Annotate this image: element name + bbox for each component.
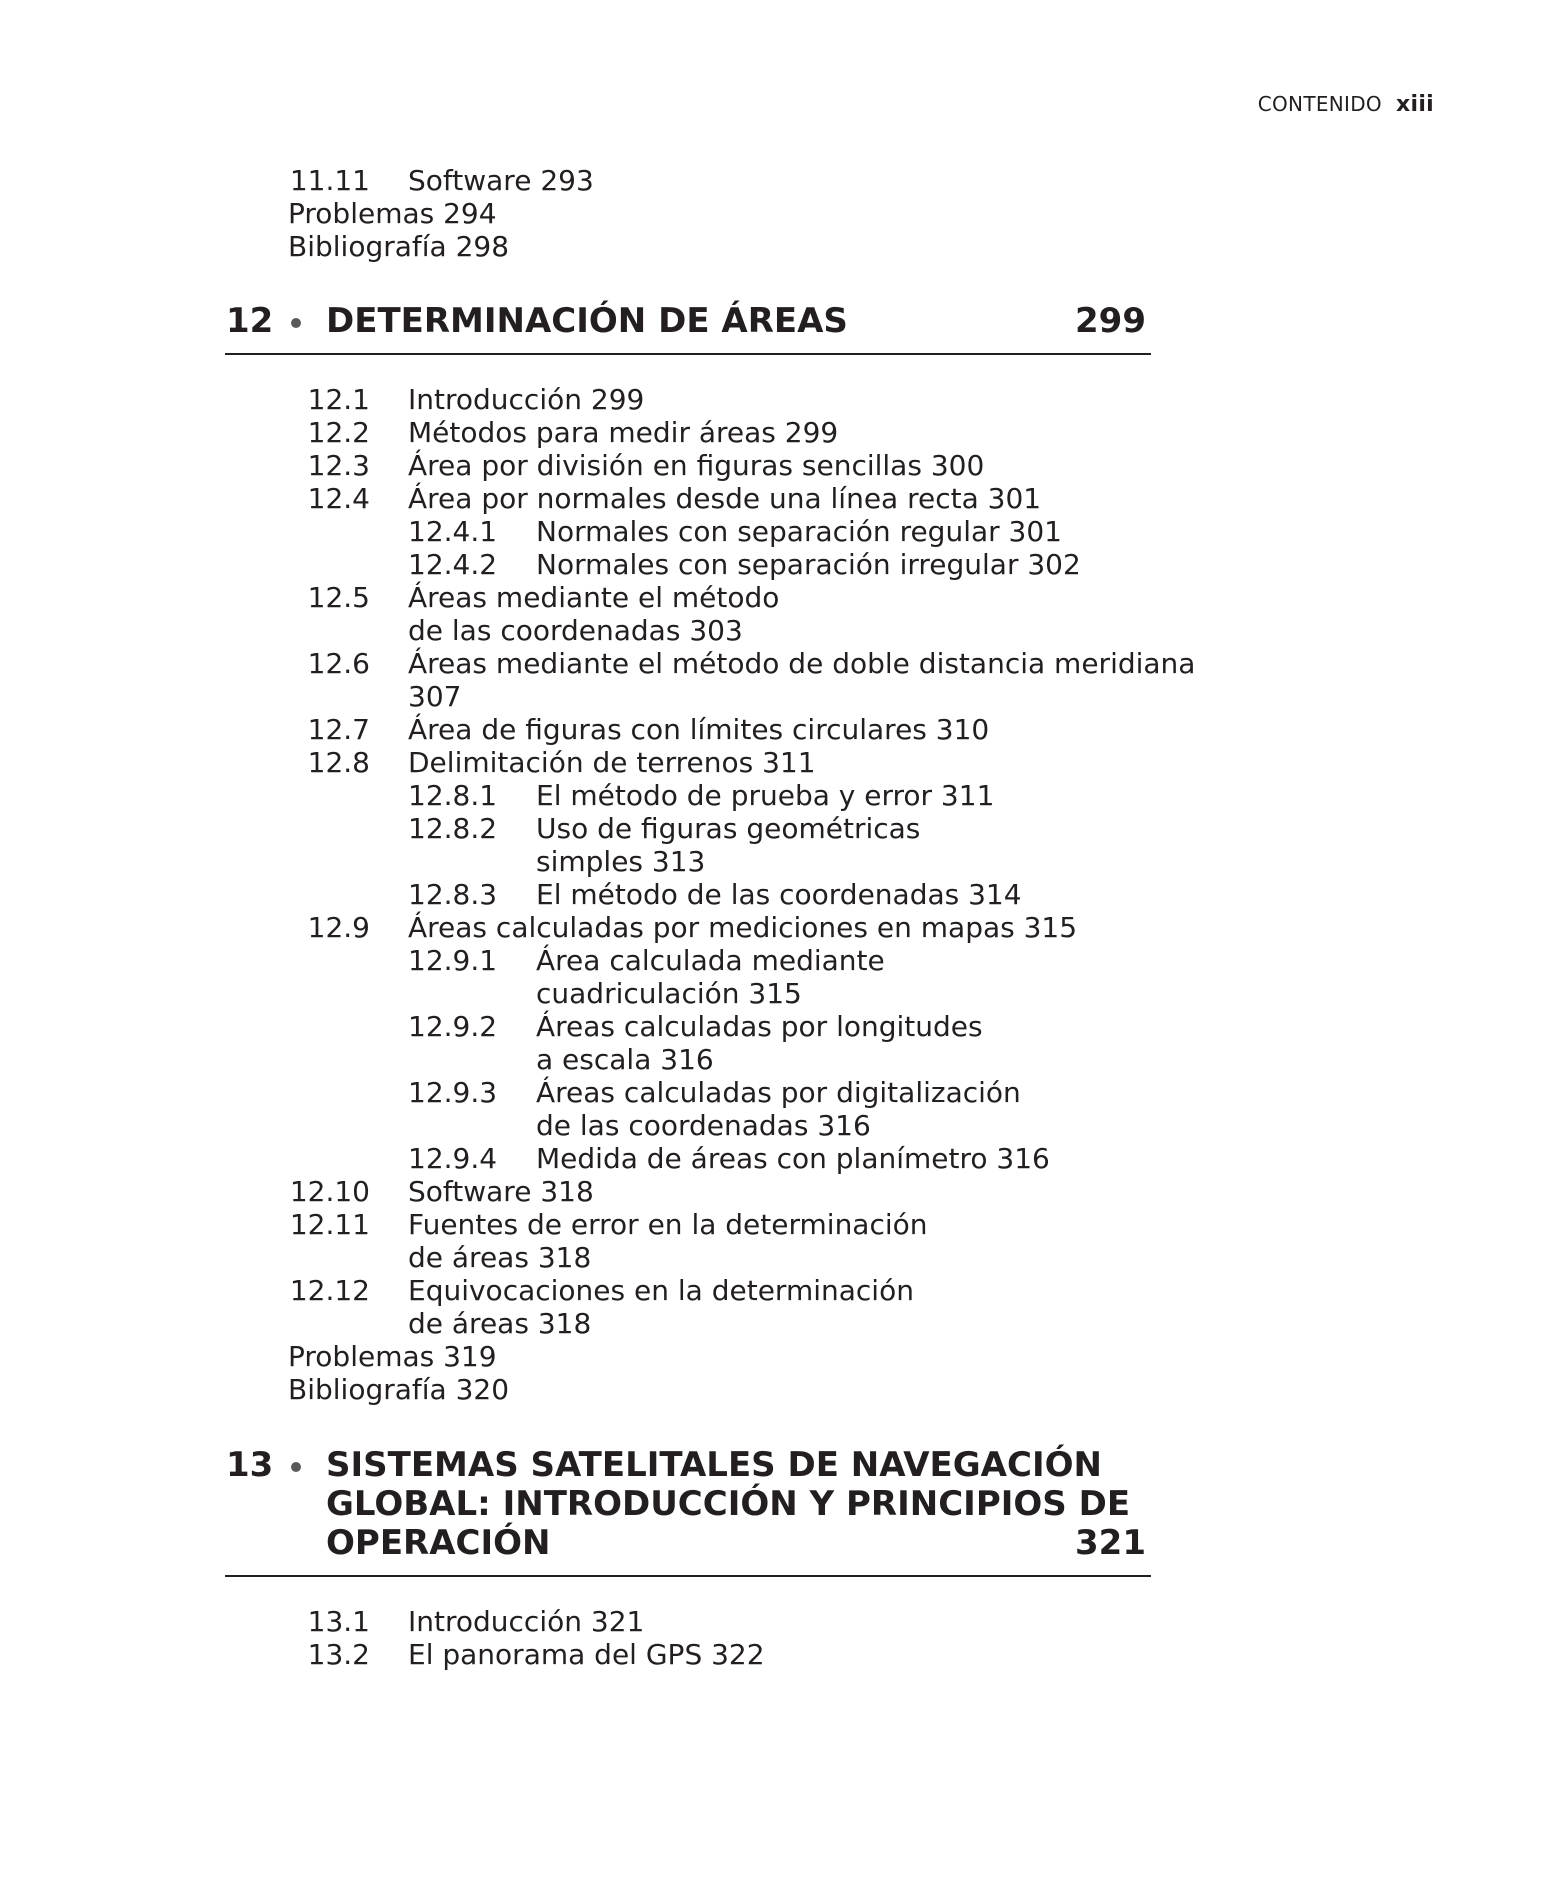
toc-entry-text[interactable]: Equivocaciones en la determinación (408, 1274, 914, 1307)
toc-entry-text[interactable]: Introducción 321 (408, 1605, 645, 1638)
toc-subentry-text[interactable]: El método de las coordenadas 314 (536, 878, 1022, 911)
toc-entry-text[interactable]: Área por división en figuras sencillas 300 (408, 449, 985, 482)
toc-entry-text[interactable]: Áreas calculadas por mediciones en mapas 315 (408, 911, 1078, 944)
toc-subentry-text-continuation[interactable]: de las coordenadas 316 (536, 1109, 871, 1142)
chapter-page-number: 299 (1075, 301, 1146, 341)
chapter-number: 13 (226, 1445, 274, 1485)
toc-entry-number: 12.3 (307, 449, 370, 482)
toc-subentry-number: 12.4.1 (408, 515, 498, 548)
toc-entry-text[interactable]: Áreas mediante el método de doble distancia meridiana (408, 647, 1196, 680)
running-head (1258, 92, 1434, 117)
toc-entry-number: 12.5 (307, 581, 370, 614)
toc-entry-text[interactable]: Métodos para medir áreas 299 (408, 416, 839, 449)
toc-entry-number: 12.7 (307, 713, 370, 746)
chapter-divider (225, 353, 1151, 355)
toc-subentry-number: 12.4.2 (408, 548, 498, 581)
bullet-icon (291, 318, 301, 328)
toc-entry-text[interactable]: Áreas mediante el método (408, 581, 780, 614)
toc-entry-number: 12.10 (289, 1175, 370, 1208)
toc-entry-text[interactable]: Bibliografía 298 (288, 230, 510, 263)
running-head-page-number: xiii (1395, 92, 1434, 117)
toc-subentry-text-continuation[interactable]: cuadriculación 315 (536, 977, 802, 1010)
toc-entry-text-continuation[interactable]: de las coordenadas 303 (408, 614, 743, 647)
chapter-divider (225, 1575, 1151, 1577)
toc-entry-number: 12.8 (307, 746, 370, 779)
toc-entry-text-continuation[interactable]: de áreas 318 (408, 1307, 592, 1340)
toc-entry-text[interactable]: Software 318 (408, 1175, 594, 1208)
toc-entry-number: 13.1 (307, 1605, 370, 1638)
chapter-title-line[interactable]: GLOBAL: INTRODUCCIÓN Y PRINCIPIOS DE (326, 1484, 1131, 1524)
toc-subentry-text[interactable]: Áreas calculadas por longitudes (536, 1010, 983, 1043)
toc-entry-text[interactable]: Delimitación de terrenos 311 (408, 746, 816, 779)
toc-entry-text-continuation[interactable]: 307 (408, 680, 462, 713)
toc-entry-text[interactable]: Software 293 (408, 164, 594, 197)
toc-entry-text[interactable]: Área por normales desde una línea recta 301 (408, 482, 1042, 515)
toc-subentry-number: 12.9.3 (408, 1076, 498, 1109)
toc-entry-text[interactable]: Problemas 294 (288, 197, 497, 230)
toc-subentry-text[interactable]: Uso de figuras geométricas (536, 812, 921, 845)
toc-entry-text[interactable]: Bibliografía 320 (288, 1373, 510, 1406)
toc-subentry-text[interactable]: Normales con separación irregular 302 (536, 548, 1081, 581)
toc-entry-text[interactable]: Área de figuras con límites circulares 310 (408, 713, 990, 746)
bullet-icon (291, 1462, 301, 1472)
toc-entry-text[interactable]: Fuentes de error en la determinación (408, 1208, 928, 1241)
toc-entry-number: 12.9 (307, 911, 370, 944)
toc-entry-number: 12.12 (289, 1274, 370, 1307)
toc-subentry-text[interactable]: Área calculada mediante (536, 944, 885, 977)
toc-subentry-number: 12.9.1 (408, 944, 498, 977)
chapter-title-line[interactable]: OPERACIÓN (326, 1523, 551, 1563)
toc-entry-number: 13.2 (307, 1638, 370, 1671)
toc-entry-text[interactable]: El panorama del GPS 322 (408, 1638, 765, 1671)
toc-entry-number: 11.11 (289, 164, 370, 197)
chapter-title[interactable]: DETERMINACIÓN DE ÁREAS (326, 301, 848, 341)
chapter-title-line[interactable]: SISTEMAS SATELITALES DE NAVEGACIÓN (326, 1445, 1102, 1485)
toc-entry-number: 12.6 (307, 647, 370, 680)
chapter-page-number: 321 (1075, 1523, 1146, 1563)
toc-entry-text-continuation[interactable]: de áreas 318 (408, 1241, 592, 1274)
toc-subentry-text[interactable]: Medida de áreas con planímetro 316 (536, 1142, 1050, 1175)
toc-subentry-number: 12.8.1 (408, 779, 498, 812)
toc-subentry-text-continuation[interactable]: simples 313 (536, 845, 706, 878)
running-head-label: CONTENIDO (1257, 92, 1382, 116)
toc-subentry-text[interactable]: Áreas calculadas por digitalización (536, 1076, 1021, 1109)
toc-entry-number: 12.1 (307, 383, 370, 416)
toc-subentry-number: 12.8.3 (408, 878, 498, 911)
chapter-number: 12 (226, 301, 274, 341)
toc-subentry-number: 12.8.2 (408, 812, 498, 845)
toc-entry-text[interactable]: Introducción 299 (408, 383, 645, 416)
toc-subentry-number: 12.9.2 (408, 1010, 498, 1043)
toc-entry-text[interactable]: Problemas 319 (288, 1340, 497, 1373)
toc-subentry-text-continuation[interactable]: a escala 316 (536, 1043, 714, 1076)
toc-subentry-text[interactable]: El método de prueba y error 311 (536, 779, 995, 812)
toc-entry-number: 12.11 (289, 1208, 370, 1241)
toc-entry-number: 12.4 (307, 482, 370, 515)
toc-entry-number: 12.2 (307, 416, 370, 449)
toc-subentry-text[interactable]: Normales con separación regular 301 (536, 515, 1062, 548)
toc-subentry-number: 12.9.4 (408, 1142, 498, 1175)
